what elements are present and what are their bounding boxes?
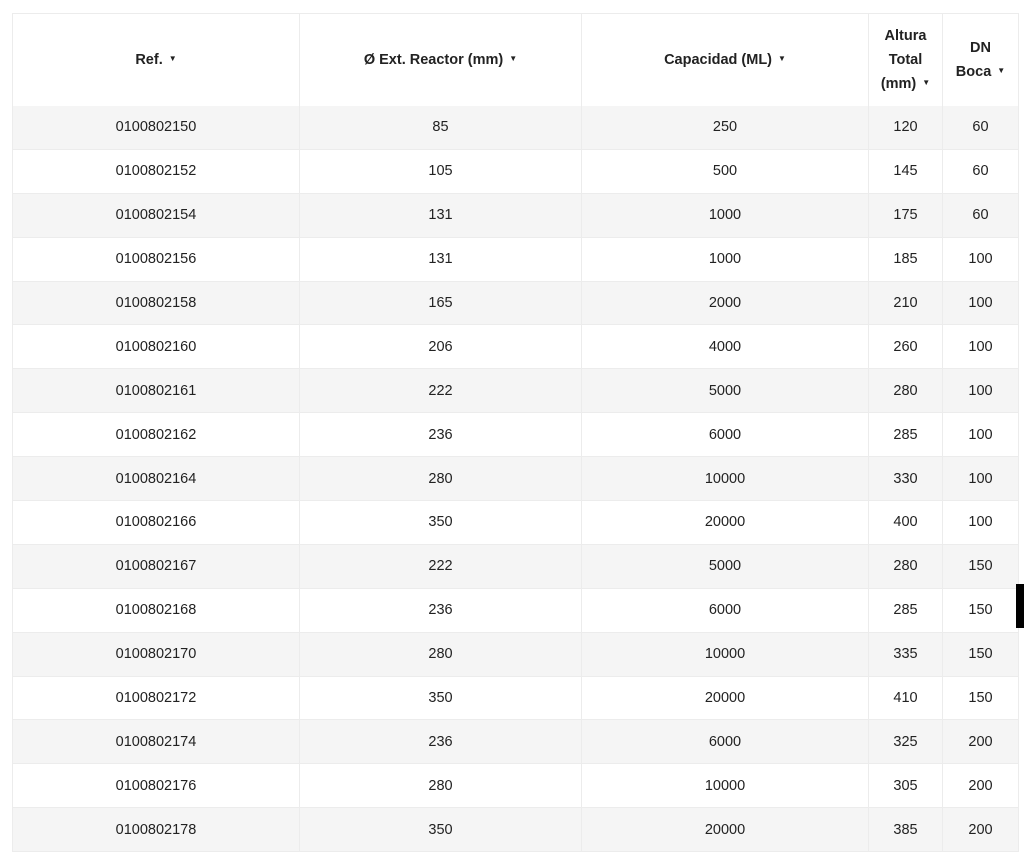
cell-total-height: 385 [869,808,943,852]
table-row [13,193,1019,237]
table-row [13,149,1019,193]
sort-down-icon: ▼ [509,54,518,64]
column-header-label: DN Boca [955,39,992,80]
table-row [13,325,1019,369]
cell-ref: 0100802166 [13,501,300,545]
cell-total-height: 325 [869,720,943,764]
cell-reactor-diameter: 105 [300,149,582,193]
table-row [13,281,1019,325]
column-header-capacity[interactable] [582,14,869,107]
cell-total-height: 210 [869,281,943,325]
cell-ref: 0100802172 [13,676,300,720]
cell-ref: 0100802150 [13,106,300,149]
cell-reactor-diameter: 350 [300,808,582,852]
cell-dn-boca: 100 [943,281,1019,325]
cell-capacity: 4000 [582,325,869,369]
column-header-dn-boca[interactable] [943,14,1019,107]
scrollbar-thumb[interactable] [1016,584,1024,628]
table-row [13,237,1019,281]
table-row [13,764,1019,808]
column-header-label: Ø Ext. Reactor (mm) [363,51,504,68]
table-row [13,106,1019,149]
cell-reactor-diameter: 280 [300,764,582,808]
cell-total-height: 280 [869,544,943,588]
table-row [13,413,1019,457]
cell-capacity: 500 [582,149,869,193]
column-header-label: Altura Total (mm) [880,27,927,92]
cell-capacity: 6000 [582,720,869,764]
cell-reactor-diameter: 280 [300,457,582,501]
cell-reactor-diameter: 131 [300,237,582,281]
cell-dn-boca: 150 [943,632,1019,676]
cell-total-height: 120 [869,106,943,149]
cell-total-height: 175 [869,193,943,237]
cell-total-height: 330 [869,457,943,501]
cell-reactor-diameter: 222 [300,544,582,588]
cell-reactor-diameter: 236 [300,588,582,632]
column-header-ref[interactable] [13,14,300,107]
cell-dn-boca: 150 [943,588,1019,632]
cell-reactor-diameter: 350 [300,501,582,545]
cell-capacity: 10000 [582,457,869,501]
cell-capacity: 1000 [582,237,869,281]
cell-dn-boca: 60 [943,149,1019,193]
cell-ref: 0100802154 [13,193,300,237]
cell-dn-boca: 200 [943,764,1019,808]
cell-ref: 0100802167 [13,544,300,588]
table-row [13,808,1019,852]
cell-capacity: 10000 [582,764,869,808]
table-row [13,501,1019,545]
cell-capacity: 6000 [582,588,869,632]
cell-ref: 0100802176 [13,764,300,808]
cell-reactor-diameter: 85 [300,106,582,149]
cell-capacity: 20000 [582,808,869,852]
column-header-label: Ref. [135,51,163,68]
cell-reactor-diameter: 206 [300,325,582,369]
cell-total-height: 285 [869,588,943,632]
cell-total-height: 145 [869,149,943,193]
cell-dn-boca: 100 [943,369,1019,413]
cell-capacity: 1000 [582,193,869,237]
sort-down-icon: ▼ [778,54,786,64]
cell-dn-boca: 150 [943,544,1019,588]
table-row [13,632,1019,676]
column-header-reactor-diameter[interactable] [300,14,582,107]
cell-dn-boca: 100 [943,413,1019,457]
cell-capacity: 20000 [582,501,869,545]
cell-ref: 0100802178 [13,808,300,852]
cell-capacity: 10000 [582,632,869,676]
sort-down-icon: ▼ [922,78,931,88]
table-row [13,720,1019,764]
table-body [13,106,1019,852]
cell-reactor-diameter: 222 [300,369,582,413]
table-header-row [13,14,1019,107]
cell-ref: 0100802158 [13,281,300,325]
cell-ref: 0100802152 [13,149,300,193]
cell-reactor-diameter: 350 [300,676,582,720]
cell-dn-boca: 100 [943,457,1019,501]
cell-ref: 0100802160 [13,325,300,369]
cell-reactor-diameter: 165 [300,281,582,325]
cell-capacity: 2000 [582,281,869,325]
cell-total-height: 305 [869,764,943,808]
table-row [13,588,1019,632]
cell-capacity: 5000 [582,544,869,588]
cell-dn-boca: 100 [943,325,1019,369]
cell-ref: 0100802170 [13,632,300,676]
sort-down-icon: ▼ [168,54,177,64]
cell-capacity: 6000 [582,413,869,457]
cell-total-height: 280 [869,369,943,413]
cell-dn-boca: 100 [943,237,1019,281]
cell-reactor-diameter: 280 [300,632,582,676]
column-header-total-height[interactable] [869,14,943,107]
cell-dn-boca: 200 [943,720,1019,764]
table-row [13,676,1019,720]
reactor-spec-table [12,13,1019,852]
cell-dn-boca: 100 [943,501,1019,545]
cell-reactor-diameter: 131 [300,193,582,237]
cell-reactor-diameter: 236 [300,720,582,764]
cell-dn-boca: 150 [943,676,1019,720]
cell-capacity: 250 [582,106,869,149]
cell-ref: 0100802174 [13,720,300,764]
sort-down-icon: ▼ [997,66,1006,76]
cell-total-height: 335 [869,632,943,676]
cell-total-height: 410 [869,676,943,720]
cell-dn-boca: 60 [943,193,1019,237]
table-row [13,369,1019,413]
cell-dn-boca: 60 [943,106,1019,149]
cell-ref: 0100802162 [13,413,300,457]
table-row [13,544,1019,588]
cell-ref: 0100802168 [13,588,300,632]
column-header-label: Capacidad (ML) [664,51,773,68]
cell-total-height: 185 [869,237,943,281]
cell-capacity: 5000 [582,369,869,413]
cell-total-height: 260 [869,325,943,369]
cell-ref: 0100802164 [13,457,300,501]
cell-reactor-diameter: 236 [300,413,582,457]
cell-total-height: 400 [869,501,943,545]
table-row [13,457,1019,501]
cell-dn-boca: 200 [943,808,1019,852]
cell-ref: 0100802156 [13,237,300,281]
cell-ref: 0100802161 [13,369,300,413]
cell-capacity: 20000 [582,676,869,720]
cell-total-height: 285 [869,413,943,457]
